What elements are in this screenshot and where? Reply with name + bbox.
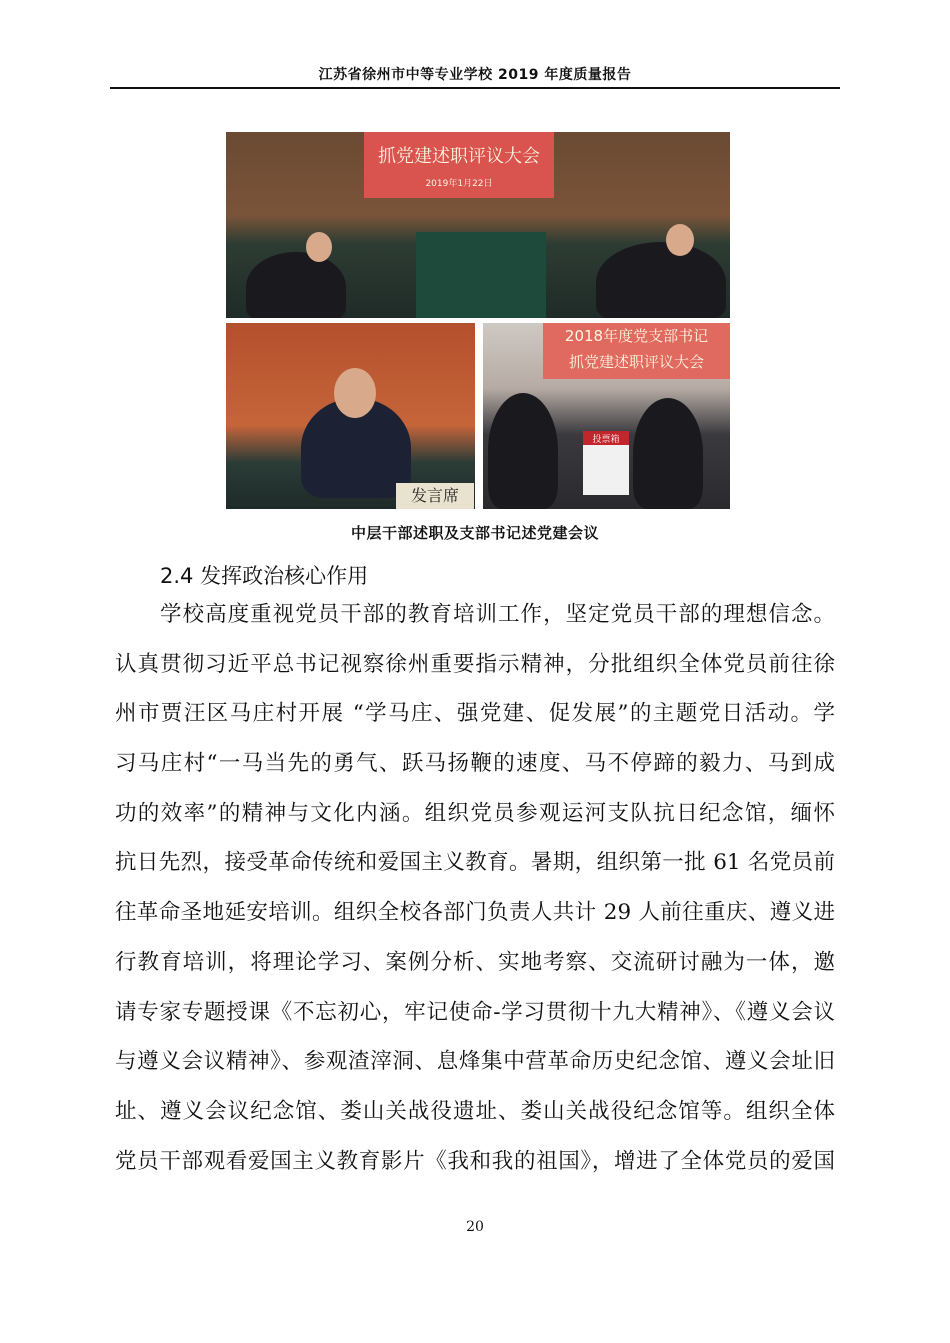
banner-date: 2019年1月22日 [425, 179, 493, 189]
header-rule [110, 87, 840, 89]
ballot-box [583, 431, 629, 495]
text-line: 习马庄村“一马当先的勇气、跃马扬鞭的速度、马不停蹄的毅力、马到成 [115, 751, 835, 777]
text-line: 认真贯彻习近平总书记视察徐州重要指示精神，分批组织全体党员前往徐 [115, 651, 835, 677]
text-line: 功的效率”的精神与文化内涵。组织党员参观运河支队抗日纪念馆，缅怀 [115, 800, 835, 826]
text-line: 州市贾汪区马庄村开展 “学马庄、强党建、促发展”的主题党日活动。学 [115, 701, 835, 727]
attendee [633, 398, 703, 509]
speaker-sign: 发言席 [396, 483, 474, 509]
banner-line1: 2018年度党支部书记 [564, 327, 709, 345]
text-line: 与遵义会议精神》、参观渣滓洞、息烽集中营革命历史纪念馆、遵义会址旧 [115, 1049, 835, 1075]
text-line: 请专家专题授课《不忘初心，牢记使命-学习贯彻十九大精神》、《遵义会议 [115, 999, 835, 1025]
page-header: 江苏省徐州市中等专业学校 2019 年度质量报告 [318, 67, 632, 83]
attendee [246, 252, 346, 318]
photo-meeting-overview [226, 132, 730, 318]
speaker-head [334, 368, 376, 418]
text-line: 址、遵义会议纪念馆、娄山关战役遗址、娄山关战役纪念馆等。组织全体 [115, 1098, 835, 1124]
text-line: 往革命圣地延安培训。组织全校各部门负责人共计 29 人前往重庆、遵义进 [115, 900, 835, 926]
ballot-box-label: 投票箱 [592, 435, 620, 445]
body-paragraph [115, 598, 835, 1194]
photo-speaker [226, 323, 475, 509]
attendee [596, 242, 726, 318]
conference-table [416, 232, 546, 318]
attendee-head [666, 224, 694, 256]
voting-banner [543, 323, 730, 379]
text-line: 抗日先烈，接受革命传统和爱国主义教育。暑期，组织第一批 61 名党员前 [115, 850, 835, 876]
banner-line2: 抓党建述职评议大会 [568, 353, 704, 371]
page-number: 20 [466, 1219, 484, 1235]
text-line: 行教育培训，将理论学习、案例分析、实地考察、交流研讨融为一体，邀 [115, 949, 835, 975]
section-heading: 2.4 发挥政治核心作用 [160, 564, 369, 588]
figure-caption: 中层干部述职及支部书记述党建会议 [350, 524, 599, 542]
text-line: 党员干部观看爱国主义教育影片《我和我的祖国》，增进了全体党员的爱国 [115, 1148, 835, 1174]
attendee [488, 393, 558, 509]
text-line: 学校高度重视党员干部的教育培训工作，坚定党员干部的理想信念。 [160, 602, 835, 627]
photo-voting [483, 323, 730, 509]
banner-title: 抓党建述职评议大会 [378, 146, 540, 167]
meeting-banner [364, 132, 554, 198]
attendee-head [306, 232, 332, 262]
